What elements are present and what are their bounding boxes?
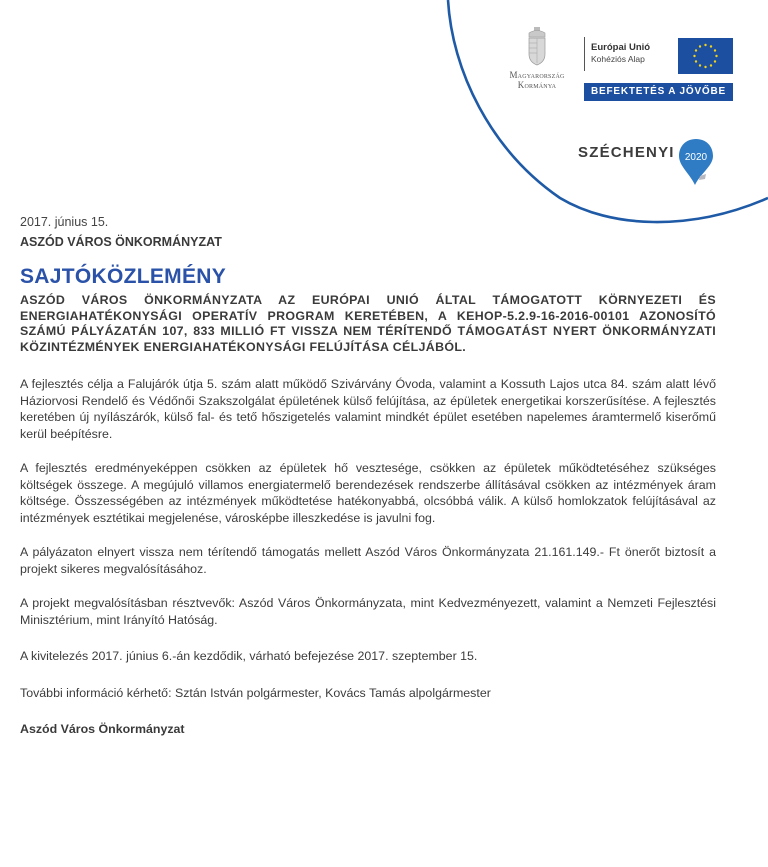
issuing-organization: ASZÓD VÁROS ÖNKORMÁNYZAT bbox=[20, 235, 222, 249]
kormany-line2: Kormánya bbox=[517, 80, 557, 90]
coat-of-arms-icon bbox=[526, 26, 548, 66]
paragraph-results: A fejlesztés eredményeképpen csökken az épületek hő vesztesége, csökken az épületek működtetéséhez szükséges költségek összege. A megújuló villamos energiatermelő berendezések rendszerbe állításával csökken az intézmények áram költsége. Összességében az intézmények működtetése hatékonyabbá, olcsóbbá válik. A külső homlokzatok felújításával az intézmények esztétikai megjelenése, városképbe illeszkedése is javulni fog. bbox=[20, 461, 716, 525]
paragraph-contact: További információ kérhető: Sztán István polgármester, Kovács Tamás alpolgármester bbox=[20, 685, 491, 700]
szechenyi-year: 2020 bbox=[684, 152, 707, 163]
szechenyi-2020-logo bbox=[578, 138, 714, 186]
release-date: 2017. június 15. bbox=[20, 215, 109, 229]
paragraph-goal: A fejlesztés célja a Falujárók útja 5. szám alatt működő Szivárvány Óvoda, valamint a Kossuth Lajos utca 84. szám alatt lévő Háziorvosi Rendelő és Védőnői Szakszolgálat épületének külső felújítása, az épületek energetikai korszerűsítése. A fejlesztés keretében új nyílászárók, külső fal- és tető hőszigetelés valamint mindkét épület esetében napelemes áramtermelő kiserőmű kerül beépítésre. bbox=[20, 377, 716, 441]
eu-flag-icon bbox=[678, 38, 733, 74]
decorative-arc bbox=[0, 0, 768, 240]
paragraph-schedule: A kivitelezés 2017. június 6.-án kezdődik, várható befejezése 2017. szeptember 15. bbox=[20, 649, 478, 663]
kormany-line1: Magyarország bbox=[509, 70, 565, 80]
paragraph-funding: A pályázaton elnyert vissza nem térítendő támogatás mellett Aszód Város Önkormányzata 21.161.149.- Ft önerőt biztosít a projekt sikeres megvalósításához. bbox=[20, 545, 716, 576]
szechenyi-word: SZÉCHENYI bbox=[578, 144, 675, 161]
eu-fund: Kohéziós Alap bbox=[591, 54, 645, 64]
paragraph-participants: A projekt megvalósításban résztvevők: Aszód Város Önkormányzata, mint Kedvezményezett, valamint a Nemzeti Fejlesztési Minisztérium, mint Irányító Hatóság. bbox=[20, 596, 716, 627]
page-title: SAJTÓKÖZLEMÉNY bbox=[20, 265, 227, 288]
map-pin-icon bbox=[678, 138, 714, 186]
release-subtitle: ASZÓD VÁROS ÖNKORMÁNYZATA AZ EURÓPAI UNIÓ ÁLTAL TÁMOGATOTT KÖRNYEZETI ÉS ENERGIAHATÉKONYSÁGI OPERATÍV PROGRAM KERETÉBEN, A KEHOP-5.2.9-16-2016-00101 AZONOSÍTÓ SZÁMÚ PÁLYÁZATÁN 107, 833 MILLIÓ FT VISSZA NEM TÉRÍTENDŐ TÁMOGATÁST NYERT ÖNKORMÁNYZATI KÖZINTÉZMÉNYEK ENERGIAHATÉKONYSÁGI FELÚJÍTÁSA CÉLJÁBÓL. bbox=[20, 293, 716, 354]
hungarian-government-logo bbox=[496, 26, 578, 90]
signature: Aszód Város Önkormányzat bbox=[20, 722, 185, 736]
eu-title: Európai Unió bbox=[591, 42, 651, 53]
press-release bbox=[20, 214, 716, 737]
eu-label bbox=[584, 37, 650, 71]
investment-banner: BEFEKTETÉS A JÖVŐBE bbox=[584, 83, 733, 101]
